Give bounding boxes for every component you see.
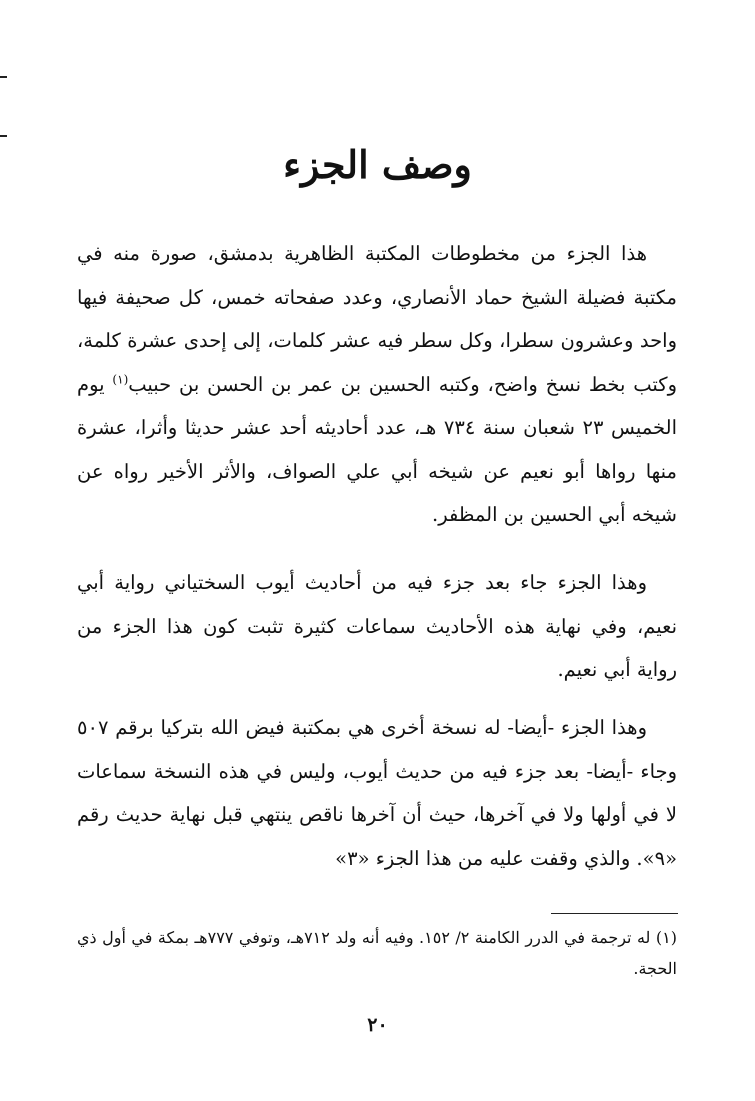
paragraph-1-text-before: هذا الجزء من مخطوطات المكتبة الظاهرية بدمشق، صورة منه في مكتبة فضيلة الشيخ حماد الأنصاري، وعدد صفحاته خمس، كل صحيفة فيها واحد وعشرون سطرا، وكل سطر فيه عشر كلمات، إلى إحدى عشرة كلمة، وكتب بخط نسخ واضح، وكتبه الحسين بن عمر بن الحسن بن حبيب: [77, 242, 677, 396]
footnote: [77, 922, 677, 984]
footnote-reference: (١): [112, 372, 129, 386]
paragraph-2: [77, 561, 677, 692]
margin-mark: [0, 76, 7, 78]
paragraph-1-text-after: يوم الخميس ٢٣ شعبان سنة ٧٣٤ هـ، عدد أحاديثه أحد عشر حديثا وأثرا، عشرة منها رواها أبو نعيم عن شيخه أبي علي الصواف، والأثر الأخير رواه عن شيخه أبي الحسين بن المظفر.: [77, 372, 677, 526]
page-number: ٢٠: [367, 1014, 388, 1036]
paragraph-2-text: وهذا الجزء جاء بعد جزء فيه من أحاديث أيوب السختياني رواية أبي نعيم، وفي نهاية هذه الأحاديث سماعات كثيرة تثبت كون هذا الجزء من رواية أبي نعيم.: [77, 571, 677, 681]
footnote-separator: [551, 913, 678, 914]
paragraph-1: [77, 232, 677, 537]
paragraph-3: [77, 706, 677, 880]
margin-mark: [0, 135, 7, 137]
page-title: وصف الجزء: [283, 142, 472, 187]
footnote-text: (١) له ترجمة في الدرر الكامنة ٢/ ١٥٢. وفيه أنه ولد ٧١٢هـ، وتوفي ٧٧٧هـ بمكة في أول ذي الحجة.: [77, 928, 677, 978]
paragraph-3-text: وهذا الجزء -أيضا- له نسخة أخرى هي بمكتبة فيض الله بتركيا برقم ٥٠٧ وجاء -أيضا- بعد جزء فيه من حديث أيوب، وليس في هذه النسخة سماعات لا في أولها ولا في آخرها، حيث أن آخرها ناقص ينتهي قبل نهاية حديث رقم «٩». والذي وقفت عليه من هذا الجزء «٣»: [77, 716, 677, 870]
